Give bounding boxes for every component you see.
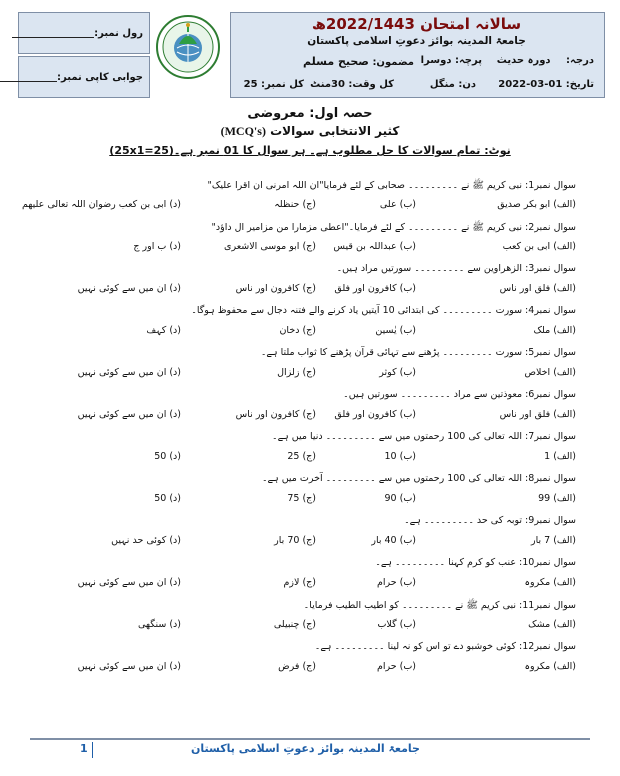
- answer-copy-box: [18, 56, 150, 98]
- board-name: جامعۃ المدینہ بوائز دعوتِ اسلامی پاکستان: [307, 35, 526, 47]
- time-info: [310, 79, 394, 90]
- paper-value: دوسرا: [420, 55, 452, 66]
- option-alif[interactable]: (الف) فلق اور ناس: [499, 283, 576, 294]
- marks-label: کل نمبر:: [261, 79, 304, 90]
- option-bay[interactable]: (ب) گلاب: [377, 619, 416, 630]
- grade-value: دورہ حدیث: [496, 55, 551, 66]
- subject-value: صحیح مسلم: [303, 55, 369, 68]
- option-alif[interactable]: (الف) مکروہ: [524, 661, 576, 672]
- option-bay[interactable]: (ب) 40 بار: [371, 535, 416, 546]
- question-options: [46, 493, 576, 506]
- option-bay[interactable]: (ب) حرام: [376, 661, 416, 672]
- question-text: سوال نمبر1: نبی کریم ﷺ نے ۔۔۔۔۔۔۔۔۔ صحابی کے لئے فرمایا"ان اللہ امرنی ان اقرا علیک": [207, 180, 576, 191]
- option-jeem[interactable]: (ج) کافرون اور ناس: [235, 283, 316, 294]
- date-info: [498, 79, 594, 90]
- answer-copy-label: جوابی کاپی نمبر:: [57, 72, 143, 83]
- option-daal[interactable]: (د) ان میں سے کوئی نہیں: [77, 577, 181, 588]
- marks-value: 25: [243, 79, 258, 90]
- time-value: 30منٹ: [310, 79, 345, 90]
- option-daal[interactable]: (د) 50: [154, 451, 181, 462]
- question-text: سوال نمبر12: کوئی خوشبو دے تو اس کو نہ لینا ۔۔۔۔۔۔۔۔۔ ہے۔: [314, 641, 576, 652]
- institution-logo: [155, 14, 221, 80]
- question-options: [46, 241, 576, 254]
- option-alif[interactable]: (الف) 1: [544, 451, 576, 462]
- question-options: [21, 199, 576, 212]
- option-daal[interactable]: (د) کوئی حد نہیں: [111, 535, 181, 546]
- answer-copy-line: [0, 72, 57, 82]
- option-bay[interactable]: (ب) 90: [384, 493, 416, 504]
- paper-label: پرچہ:: [454, 55, 482, 66]
- option-daal[interactable]: (د) ابی بن کعب رضوان اللہ تعالی علیھم: [21, 199, 181, 210]
- question-text: سوال نمبر7: اللہ تعالی کی 100 رحمتوں میں سے ۔۔۔۔۔۔۔۔۔ دنیا میں ہے۔: [272, 431, 576, 442]
- option-bay[interactable]: (ب) یٰسین: [375, 325, 416, 336]
- option-daal[interactable]: (د) کہف: [146, 325, 181, 336]
- page-number: 1: [80, 742, 88, 755]
- date-label: تاریخ:: [565, 79, 594, 90]
- time-label: کل وقت:: [348, 79, 394, 90]
- section-note: نوٹ: تمام سوالات کا حل مطلوب ہے۔ ہر سوال کا 01 نمبر ہے۔(25x1=25): [109, 144, 511, 157]
- option-daal[interactable]: (د) ان میں سے کوئی نہیں: [77, 409, 181, 420]
- subject-label: مضمون:: [372, 57, 414, 68]
- option-bay[interactable]: (ب) کوثر: [379, 367, 416, 378]
- day-info: [430, 79, 476, 90]
- question-options: [46, 619, 576, 632]
- option-jeem[interactable]: (ج) فرض: [278, 661, 316, 672]
- option-jeem[interactable]: (ج) حنظلہ: [274, 199, 316, 210]
- page-number-bar: [92, 742, 93, 758]
- footer-divider: [30, 738, 590, 740]
- option-jeem[interactable]: (ج) 75: [287, 493, 316, 504]
- option-bay[interactable]: (ب) کافرون اور فلق: [334, 409, 416, 420]
- question-text: سوال نمبر9: توبہ کی حد ۔۔۔۔۔۔۔۔۔ ہے۔: [404, 515, 576, 526]
- option-daal[interactable]: (د) ان میں سے کوئی نہیں: [77, 661, 181, 672]
- roll-number-field[interactable]: [9, 28, 143, 39]
- option-bay[interactable]: (ب) کافرون اور فلق: [334, 283, 416, 294]
- option-jeem[interactable]: (ج) چنبیلی: [273, 619, 316, 630]
- marks-info: [244, 79, 304, 90]
- option-jeem[interactable]: (ج) دخان: [279, 325, 316, 336]
- subject-info: [303, 55, 414, 68]
- section-part-title: حصہ اول: معروضی: [247, 106, 373, 121]
- option-bay[interactable]: (ب) حرام: [376, 577, 416, 588]
- option-daal[interactable]: (د) ان میں سے کوئی نہیں: [77, 283, 181, 294]
- option-alif[interactable]: (الف) مکروہ: [524, 577, 576, 588]
- roll-number-line: [12, 28, 94, 38]
- question-text: سوال نمبر6: معوذتین سے مراد ۔۔۔۔۔۔۔۔۔ سورتیں ہیں۔: [343, 389, 576, 400]
- option-jeem[interactable]: (ج) لازم: [283, 577, 316, 588]
- question-text: سوال نمبر10: عنب کو کرم کہنا ۔۔۔۔۔۔۔۔۔ ہے۔: [375, 557, 576, 568]
- option-alif[interactable]: (الف) فلق اور ناس: [499, 409, 576, 420]
- date-value: 01-03-2022: [498, 79, 563, 90]
- option-alif[interactable]: (الف) ابو بکر صدیق: [497, 199, 576, 210]
- question-text: سوال نمبر3: الزھراوین سے ۔۔۔۔۔۔۔۔۔ سورتیں مراد ہیں۔: [336, 263, 576, 274]
- section-heading: [0, 124, 620, 139]
- option-jeem[interactable]: (ج) 25: [287, 451, 316, 462]
- question-options: [46, 451, 576, 464]
- option-jeem[interactable]: (ج) زلزال: [277, 367, 316, 378]
- option-daal[interactable]: (د) ب اور ج: [133, 241, 181, 252]
- exam-header-box: [230, 12, 605, 98]
- option-jeem[interactable]: (ج) ابو موسی الاشعری: [224, 241, 316, 252]
- option-daal[interactable]: (د) 50: [154, 493, 181, 504]
- roll-number-label: رول نمبر:: [94, 28, 143, 39]
- option-daal[interactable]: (د) سنگھی: [137, 619, 181, 630]
- grade-label: درجہ:: [566, 55, 594, 66]
- option-bay[interactable]: (ب) 10: [384, 451, 416, 462]
- option-alif[interactable]: (الف) مشک: [528, 619, 576, 630]
- day-label: دن:: [458, 79, 476, 90]
- section-heading-en: (MCQ's): [220, 124, 266, 138]
- question-options: [46, 283, 576, 296]
- section-heading-ur: کثیر الانتخابی سوالات: [270, 124, 400, 138]
- question-text: سوال نمبر2: نبی کریم ﷺ نے ۔۔۔۔۔۔۔۔۔ کے لئے فرمایا۔"اعطی مزمارا من مزامیر ال داؤد": [211, 222, 576, 233]
- option-alif[interactable]: (الف) ملک: [533, 325, 576, 336]
- question-options: [46, 367, 576, 380]
- question-text: سوال نمبر5: سورت ۔۔۔۔۔۔۔۔۔ پڑھنے سے تہائی قرآن پڑھنے کا ثواب ملتا ہے۔: [260, 347, 576, 358]
- footer-org-name: جامعۃ المدینہ بوائز دعوتِ اسلامی پاکستان: [191, 742, 420, 755]
- question-options: [46, 535, 576, 548]
- question-options: [46, 409, 576, 422]
- answer-copy-field[interactable]: [0, 72, 143, 83]
- option-bay[interactable]: (ب) علی: [379, 199, 416, 210]
- exam-title: سالانہ امتحان 2022/1443ھ: [311, 15, 522, 33]
- option-jeem[interactable]: (ج) 70 بار: [274, 535, 316, 546]
- question-options: [46, 577, 576, 590]
- day-value: منگل: [429, 79, 455, 90]
- option-daal[interactable]: (د) ان میں سے کوئی نہیں: [77, 367, 181, 378]
- grade-info: [497, 55, 594, 66]
- question-text: سوال نمبر8: اللہ تعالی کی 100 رحمتوں میں سے ۔۔۔۔۔۔۔۔۔ آخرت میں ہے۔: [261, 473, 576, 484]
- option-alif[interactable]: (الف) ابی بن کعب: [502, 241, 576, 252]
- option-bay[interactable]: (ب) عبداللہ بن قیس: [333, 241, 416, 252]
- option-alif[interactable]: (الف) اخلاص: [524, 367, 576, 378]
- question-options: [46, 325, 576, 338]
- option-jeem[interactable]: (ج) کافرون اور ناس: [235, 409, 316, 420]
- question-text: سوال نمبر4: سورت ۔۔۔۔۔۔۔۔۔ کی ابتدائی 10 آیتیں یاد کرنے والے فتنہ دجال سے محفوظ ہوگا۔: [191, 305, 576, 316]
- option-alif[interactable]: (الف) 99: [538, 493, 576, 504]
- roll-number-box: [18, 12, 150, 54]
- question-text: سوال نمبر11: نبی کریم ﷺ نے ۔۔۔۔۔۔۔۔۔ کو اطیب الطیب فرمایا۔: [303, 600, 576, 611]
- option-alif[interactable]: (الف) 7 بار: [530, 535, 576, 546]
- paper-info: [421, 55, 482, 66]
- question-options: [46, 661, 576, 674]
